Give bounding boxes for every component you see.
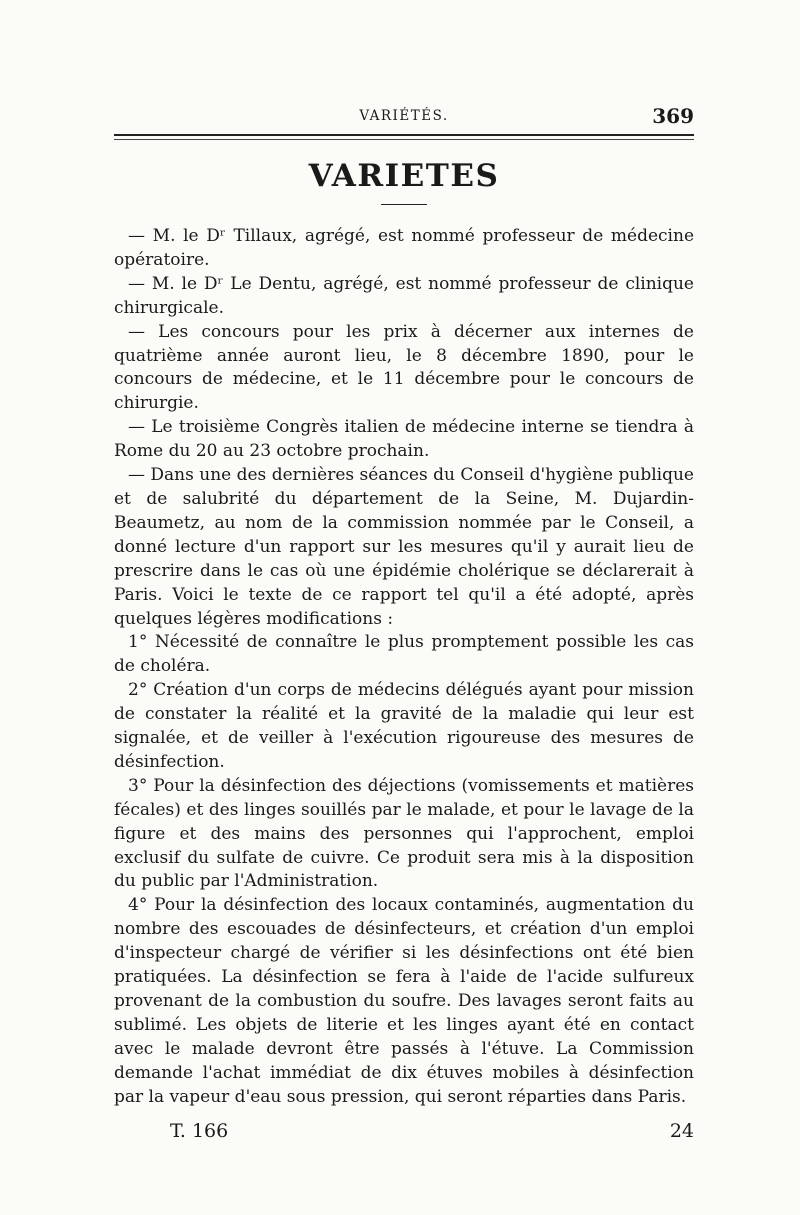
body-text — [114, 225, 694, 1110]
document-page — [114, 100, 694, 1150]
paragraph: — Les concours pour les prix à décerner aux internes de quatrième année auront lieu, le 8 décembre 1890, pour le concours de médecine, et le 11 décembre pour le concours de chirurgie. — [114, 321, 694, 414]
section-title: VARIETES — [308, 158, 500, 194]
header-rule — [114, 134, 694, 140]
running-title: VARIÉTÉS. — [359, 108, 449, 124]
running-head — [114, 100, 694, 134]
title-rule — [381, 204, 427, 205]
paragraph: 3° Pour la désinfection des déjections (vomissements et matières fécales) et des linges souillés par le malade, et pour le lavage de la figure et des mains des personnes qui l'approchent, emploi exclusif du sulfate de cuivre. Ce produit sera mis à la disposition du public par l'Administration. — [114, 775, 694, 892]
volume-mark: T. 166 — [170, 1119, 229, 1142]
paragraph: — Dans une des dernières séances du Conseil d'hygiène publique et de salubrité du département de la Seine, M. Dujardin-Beaumetz, au nom de la commission nommée par le Conseil, a donné lecture d'un rapport sur les mesures qu'il y aurait lieu de prescrire dans le cas où une épidémie cholérique se déclarerait à Paris. Voici le texte de ce rapport tel qu'il a été adopté, après quelques légères modifications : — [114, 465, 694, 629]
paragraph: 2° Création d'un corps de médecins délégués ayant pour mission de constater la réalité et la gravité de la maladie qui leur est signalée, et de veiller à l'exécution rigoureuse des mesures de désinfection. — [114, 680, 694, 772]
page-number: 369 — [652, 104, 694, 128]
page-footer — [114, 1120, 694, 1150]
paragraph: — M. le Dʳ Tillaux, agrégé, est nommé professeur de médecine opératoire. — [114, 226, 694, 270]
signature-mark: 24 — [669, 1119, 694, 1142]
paragraph: 4° Pour la désinfection des locaux contaminés, augmentation du nombre des escouades de désinfecteurs, et création d'un emploi d'inspecteur chargé de vérifier si les désinfections ont été bien pratiquées. La désinfection se fera à l'aide de l'acide sulfureux provenant de la combustion du soufre. Des lavages seront faits au sublimé. Les objets de literie et les linges ayant été en contact avec le malade devront être passés à l'étuve. La Commission demande l'achat immédiat de dix étuves mobiles à désinfection par la vapeur d'eau sous pression, qui seront réparties dans Paris. — [114, 895, 694, 1107]
paragraph: — Le troisième Congrès italien de médecine interne se tiendra à Rome du 20 au 23 octobre prochain. — [114, 417, 694, 462]
paragraph: 1° Nécessité de connaître le plus promptement possible les cas de choléra. — [114, 632, 694, 677]
paragraph: — M. le Dʳ Le Dentu, agrégé, est nommé professeur de clinique chirurgicale. — [114, 273, 694, 318]
